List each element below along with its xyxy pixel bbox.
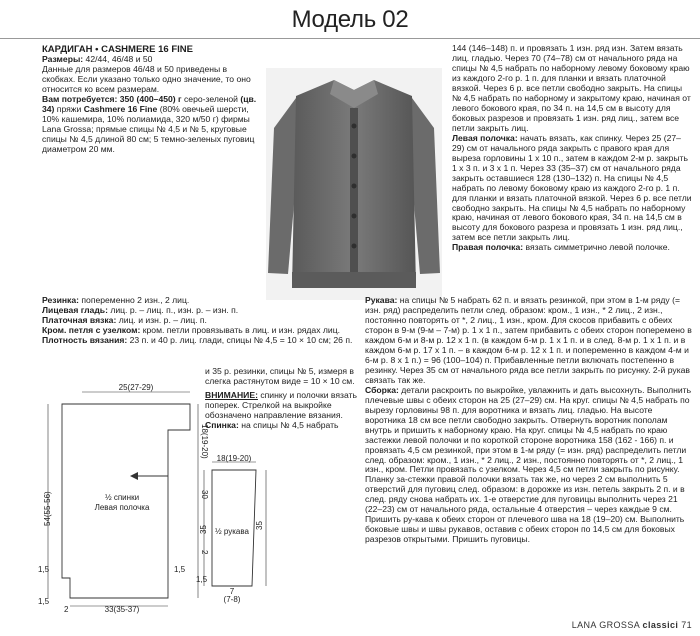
schema-label-front: Левая полочка: [94, 503, 150, 512]
cardigan-photo: [266, 68, 442, 300]
schema-edge-right: 1,5: [174, 565, 186, 574]
sleeve-height-right: 35: [255, 521, 264, 530]
sleeves-body: на спицы № 5 набрать 62 п. и вязать резинкой, при этом в 1-м ряду (= изн. ряд) распределить петли след. образом: кром., 1 изн., * 2 лиц., 2 изн., постоянно повторять от *, 2 лиц., 1 изн., кром. Для скосов прибавить с обеих сторон в 9-м (9-м – 7-м) р. 1 х 1 п., затем прибавить с обеих сторон поперемено в каждом 6-м и 8-м р. 12 х 1 п. (в каждом 6-м р. 1 х 1 п. и в след. 8-м р. 1 х 1 п. и в каждом 6-м р. 17 х 1 п. – в каждом 6-м р. 12 х 1 п. и попеременно в каждом 4-м и 6-м р. 8 х 1 п.) = 96 (100–104) п. Прибавленные петли включать постепенно в резинку. Через 35 см от начального ряда все петли закрыть по рисунку. 2-й рукав связать так же.: [365, 295, 692, 385]
page-title: Модель 02: [291, 6, 409, 33]
left-front-label: Левая полочка:: [452, 132, 518, 143]
schema-corner-left: 2: [64, 605, 69, 614]
sleeve-schematic: [196, 454, 276, 604]
footer-brand: LANA GROSSA: [571, 619, 640, 630]
schema-edge-left: 1,5: [38, 565, 50, 574]
materials-code: (цв. 34): [42, 93, 257, 114]
attention-label: ВНИМАНИЕ:: [205, 389, 258, 400]
right-front-label: Правая полочка:: [452, 242, 524, 253]
schema-height: 54(55-56): [43, 491, 52, 526]
right-bottom-section: [365, 296, 695, 545]
technique-rib-text: попеременно 2 изн., 2 лиц.: [79, 295, 190, 305]
schema-mid-height: 30: [200, 490, 209, 499]
technique-garter-text: лиц. и изн. р. – лиц. п.: [116, 314, 207, 325]
materials-color: серо-зеленой: [181, 93, 241, 104]
technique-rib-label: Резинка:: [42, 295, 79, 305]
attention-text: спинку и полочки вязать поперек. Стрелкой на выкройке обозначено направление вязания.: [205, 389, 357, 420]
technique-stockinette-label: Лицевая гладь:: [42, 304, 108, 315]
schema-collar-height: 18(19-20): [200, 424, 209, 459]
technique-garter-label: Платочная вязка:: [42, 314, 117, 325]
right-front-body: вязать симметрично левой полочке.: [523, 242, 670, 253]
sizes-label: Размеры:: [42, 54, 84, 65]
title-divider: [0, 38, 700, 39]
materials-rest: (80% овечьей шерсти, 10% кашемира, 10% полиамида, 320 м/50 г) фирмы Lana Grossa; прямые спицы № 4,5 и № 5, круговые спицы № 4,5 длиной 80 см; 5 темно-зеленых пуговиц диаметром 20 мм.: [42, 103, 255, 154]
attention-note: [205, 391, 363, 421]
sleeve-bottom-width: 7: [229, 587, 235, 596]
assembly-body: детали раскроить по выкройке, увлажнить и дать высохнуть. Выполнить плечевые швы с обеих сторон на 25 (27–29) см. На круг. спицы № 4,5 набрать по вырезу горловины 98 п. для воротника и вязать лиц. гладью. На высоте воротника 18 см все петли свободно закрыть. Отвернуть воротник пополам внутрь и пришить к наборному краю. На круг. спицы № 4,5 набрать по краю застежки левой полочки и по короткой стороне воротника 158 (162 - 166) п. и провязать 4,5 см резинкой, при этом в 1-м ряду (= изн. ряд) распределить петли след. образом: кром., 1 изн., * 2 лиц., 2 изн., постоянно повторять от *, 2 лиц., 1 изн., кром. Петли провязать с узелком. Через 4,5 см петли закрыть по рисунку. Планку за-стежки правой полочки вязать так же, но через 2 см выполнить 5 отверстий для пуговиц след. образом: в дорожке из изн. петель закрыть 2 п. и в след. ряду снова набрать их. 1-е отверстие для пуговицы выполнить через 21 (22–23) см от начального ряда, остальные 4 отверстия – через каждые 9 см.: [365, 384, 692, 515]
materials-yarn-pre: пряжи: [54, 103, 84, 114]
sleeve-top-width: 18(19-20): [216, 454, 252, 463]
gauge-continued: [205, 367, 363, 431]
back-text: на спицы № 4,5 набрать: [238, 419, 339, 430]
gauge-label: Плотность вязания:: [42, 334, 128, 345]
page-footer: [572, 620, 692, 630]
sleeve-label: ½ рукава: [215, 527, 249, 536]
right-top-section: [452, 44, 692, 253]
sleeve-height-left: 35: [199, 525, 208, 534]
schema-bottom-width: 33(35-37): [104, 605, 140, 614]
left-front-body: начать вязать, как спинку. Через 25 (27–29) см от начального ряда закрыть с правого края для выреза горловины 1 х 10 п., затем в каждом 2-м р. закрыть 1 х 3 п. и 3 х 1 п. Через 33 (35–37) см от начального ряда закрыть оставшиеся 128 (130–132) п. На спицы № 4,5 набрать по левому боковому краю из каждого 2-го р. 1 п. для планки и вязать платочной вязкой. Через 6 р. все петли свободно закрыть. На спицы № 4,5 набрать по наборному краю, начиная от левого бокового края, 34 п. на 14,5 см в высоту для бокового разреза и провязать 1 изн. ряд лиц., затем все петли закрыть лиц.: [452, 132, 692, 243]
assembly-label: Сборка:: [365, 384, 399, 395]
sizes-value: 42/44, 46/48 и 50: [83, 54, 153, 65]
back-label: Спинка:: [205, 419, 239, 430]
cardigan-illustration: [266, 68, 442, 300]
gauge-text: 23 п. и 40 р. лиц. глади, спицы № 4,5 = 10 × 10 см; 26 п.: [127, 334, 353, 345]
sizes-note: Данные для размеров 46/48 и 50 приведены в скобках. Если указано только одно значение, то оно относится ко всем размерам.: [42, 63, 251, 94]
left-front-text: [452, 134, 692, 244]
assembly-final: Пришить ру-кава к обеих сторон от плечевого шва на 18 (19–20) см. Выполнить боковые швы и швы рукавов, оставив с обеих сторон по 14,5 см для боковых разрезов открытыми. Пришить пуговицы.: [365, 514, 685, 545]
schema-top-width: 25(27-29): [118, 383, 154, 392]
assembly-text: [365, 386, 695, 516]
technique-stockinette-text: лиц. р. – лиц. п., изн. р. – изн. п.: [107, 304, 239, 315]
schema-bottom-left: 1,5: [38, 597, 50, 606]
materials-yarn: Cashmere 16 Fine: [83, 103, 158, 114]
materials-text: [42, 95, 262, 155]
schema-label-back: ½ спинки: [104, 493, 140, 502]
back-continued: 144 (146–148) п. и провязать 1 изн. ряд изн. Затем вязать лиц. гладью. Через 70 (74–78) см от начального ряда на спицы № 4,5 набрать по наборному левому боковому краю из каждого 2-го р. 1 п. для планки и вязать платочной вязкой. Через 6 р. все петли свободно закрыть. На спицы № 4,5 набрать по наборному и закрытому краю, начиная от левого бокового края, по 34 п. на 14,5 см в высоту для боковых разрезов и провязать 1 изн. ряд лиц., затем все петли закрыть лиц.: [452, 43, 691, 133]
technique-edge-label: Кром. петля с узелком:: [42, 324, 141, 335]
gauge-text-continued: и 35 р. резинки, спицы № 5, измеря в слегка растянутом виде = 10 × 10 см.: [205, 366, 355, 386]
garment-heading: КАРДИГАН • CASHMERE 16 FINE: [42, 44, 193, 55]
sleeves-label: Рукава:: [365, 295, 398, 305]
footer-page: 71: [681, 619, 692, 630]
sleeve-edge-left: 1,5: [196, 575, 208, 584]
sleeves-text: [365, 296, 695, 386]
intro-section: [42, 44, 262, 155]
sleeve-bottom-sub: (7-8): [223, 595, 241, 604]
materials-label: Вам потребуется: 350 (400–450) г: [42, 93, 182, 104]
schema-bottom-height: 2: [200, 550, 209, 555]
back-start: [205, 421, 363, 431]
techniques-section: [42, 296, 364, 346]
back-front-schematic: [38, 378, 209, 614]
gauge-line: [42, 336, 364, 346]
right-front-text: [452, 243, 692, 253]
technique-edge-text: кром. петли провязывать в лиц. и изн. рядах лиц.: [140, 324, 341, 335]
footer-series: classici: [642, 619, 679, 630]
